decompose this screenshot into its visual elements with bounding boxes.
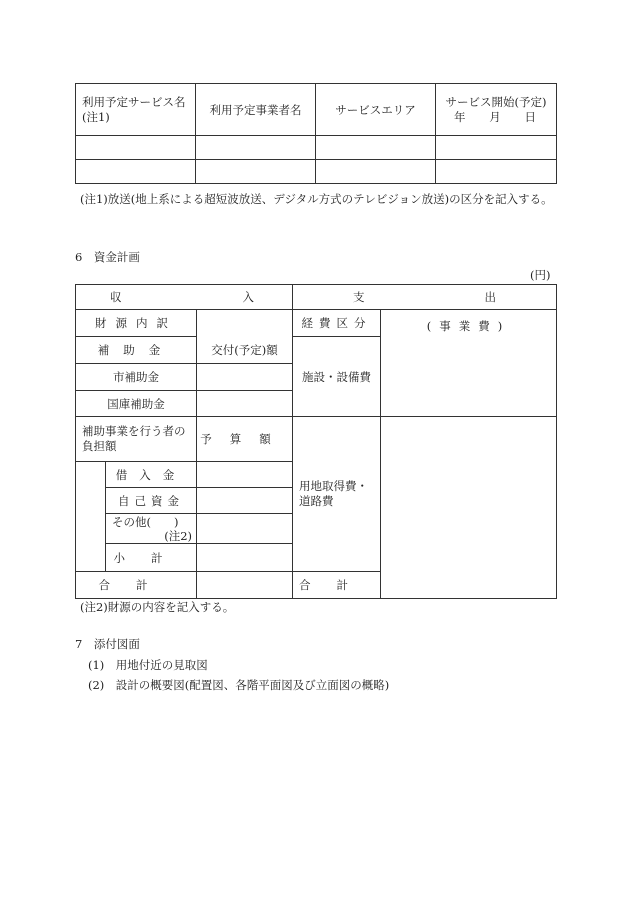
loan-cell [106, 462, 197, 488]
loan-amount-cell[interactable] [197, 462, 293, 488]
burden-cell [76, 417, 197, 462]
expense-category-label: 経費区分 [301, 316, 372, 330]
total-expense-label: 合計 [299, 578, 374, 592]
start-date-cell[interactable] [436, 136, 557, 160]
subsidy-cell [76, 337, 197, 364]
grant-amount-cell: 交付(予定)額 [197, 337, 293, 364]
start-month-label: 月 [489, 109, 501, 124]
expense-category-header [293, 310, 381, 337]
operator-header: 利用予定事業者名 [196, 84, 316, 136]
source-breakdown-label: 財源内訳 [95, 316, 177, 330]
income-header-left: 収 [110, 290, 122, 304]
land-cost-label-line1: 用地取得費・ [299, 479, 368, 493]
other-amount-cell[interactable] [197, 514, 293, 544]
table-row [76, 160, 557, 184]
income-header-right: 入 [242, 290, 254, 304]
expense-header [293, 285, 557, 310]
burden-label-line1: 補助事業を行う者の [82, 424, 186, 438]
other-label-line1: その他( ) [112, 514, 179, 529]
area-cell[interactable] [316, 160, 436, 184]
service-name-cell[interactable] [76, 160, 196, 184]
source-breakdown-header [76, 310, 197, 337]
income-header [76, 285, 293, 310]
start-date-header-line1: サービス開始(予定) [445, 94, 547, 109]
budget-amount-cell [197, 417, 293, 462]
operator-cell[interactable] [196, 136, 316, 160]
service-name-header [76, 84, 196, 136]
start-date-header [436, 84, 557, 136]
service-plan-table [75, 83, 557, 184]
expense-header-right: 出 [484, 290, 496, 304]
subtotal-amount-cell[interactable] [197, 544, 293, 572]
attachment-item-1: (1) 用地付近の見取図 [88, 658, 208, 672]
land-cost-amount-cell[interactable] [381, 417, 557, 599]
city-subsidy-cell: 市補助金 [76, 364, 197, 391]
burden-label-line2: 負担額 [82, 439, 117, 453]
start-day-label: 日 [524, 109, 536, 124]
service-name-cell[interactable] [76, 136, 196, 160]
total-income-cell [76, 572, 197, 599]
expense-header-left: 支 [353, 290, 365, 304]
burden-indent-cell [76, 462, 106, 572]
facility-cost-cell: 施設・設備費 [293, 337, 381, 417]
operator-cell[interactable] [196, 160, 316, 184]
total-income-label: 合計 [98, 578, 174, 592]
note-1: (注1)放送(地上系による超短波放送、デジタル方式のテレビジョン放送)の区分を記入する。 [80, 192, 553, 206]
budget-amount-label: 予算額 [200, 432, 289, 446]
subtotal-cell [106, 544, 197, 572]
national-subsidy-amount-cell[interactable] [197, 391, 293, 417]
service-table-header-row [76, 84, 557, 136]
total-expense-cell [293, 572, 381, 599]
area-cell[interactable] [316, 136, 436, 160]
project-cost-cell [381, 310, 557, 417]
service-name-header-line2: (注1) [82, 109, 110, 124]
service-name-header-line1: 利用予定サービス名 [82, 94, 186, 109]
national-subsidy-cell: 国庫補助金 [76, 391, 197, 417]
start-year-label: 年 [454, 109, 466, 124]
start-date-cell[interactable] [436, 160, 557, 184]
loan-label: 借入金 [115, 467, 187, 482]
subsidy-label: 補助金 [97, 343, 175, 357]
unit-label: (円) [530, 268, 551, 282]
other-cell [106, 514, 197, 544]
section-6-title: 6 資金計画 [75, 250, 140, 264]
start-date-ymd [436, 110, 556, 125]
own-funds-cell [106, 488, 197, 514]
note-2: (注2)財源の内容を記入する。 [80, 600, 235, 614]
project-cost-label: (事業費) [426, 319, 511, 333]
own-funds-amount-cell[interactable] [197, 488, 293, 514]
fund-subheader-row [76, 310, 557, 337]
burden-row [76, 417, 557, 462]
attachment-item-2: (2) 設計の概要図(配置図、各階平面図及び立面図の概略) [88, 678, 390, 692]
table-row [76, 136, 557, 160]
other-note-label: (注2) [164, 528, 192, 543]
subtotal-label: 小計 [113, 550, 189, 565]
fund-header-row [76, 285, 557, 310]
funding-plan-table [75, 284, 557, 599]
own-funds-label: 自己資金 [118, 493, 184, 508]
land-cost-cell [293, 417, 381, 572]
total-income-amount-cell[interactable] [197, 572, 293, 599]
land-cost-label-line2: 道路費 [299, 494, 334, 508]
section-7-title: 7 添付図面 [75, 637, 140, 651]
area-header: サービスエリア [316, 84, 436, 136]
